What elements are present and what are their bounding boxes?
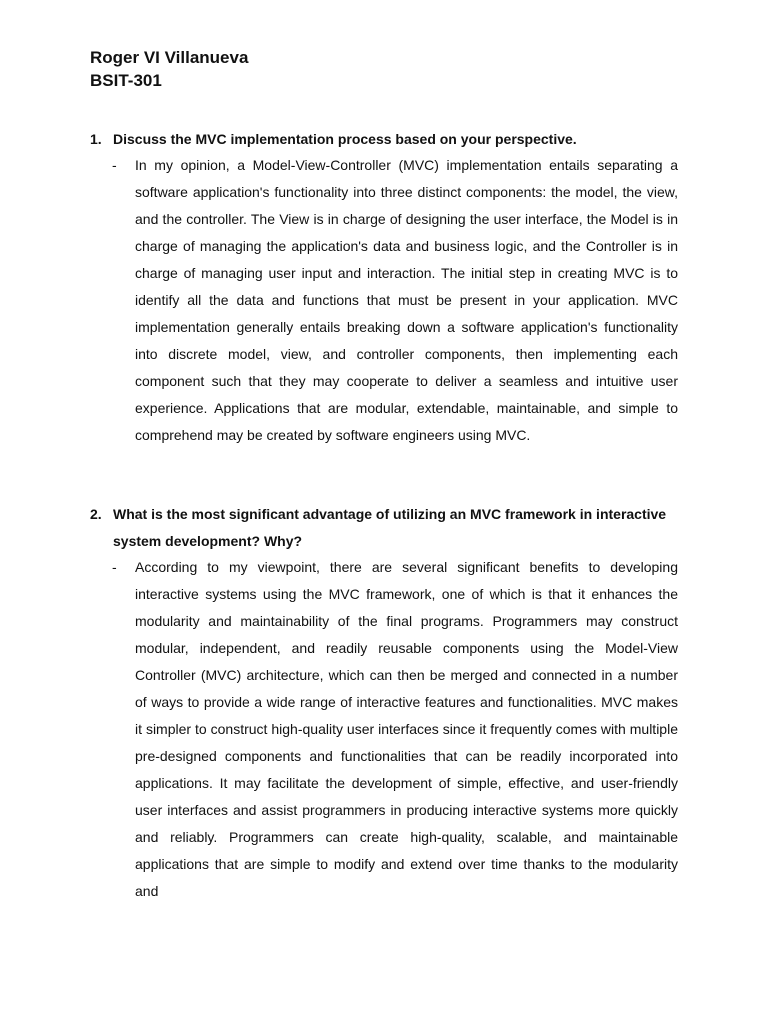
class-section: BSIT-301: [90, 71, 162, 90]
answer-bullet: -: [112, 559, 117, 575]
question-text: What is the most significant advantage of utilizing an MVC framework in interactive system development? Why?: [113, 506, 667, 549]
answer-text: In my opinion, a Model-View-Controller (MVC) implementation entails separating a software application's functionality into three distinct components: the model, the view, and the controller. The View is in charge of designing the user interface, the Model is in charge of managing the application's data and business logic, and the Controller is in charge of managing user input and interaction. The initial step in creating MVC is to identify all the data and functions that must be present in your application. MVC implementation generally entails breaking down a software application's functionality into discrete model, view, and controller components, then implementing each component such that they may cooperate to deliver a seamless and intuitive user experience. Applications that are modular, extendable, maintainable, and simple to comprehend may be created by software engineers using MVC.: [135, 157, 678, 443]
author-name: Roger VI Villanueva: [90, 48, 249, 67]
question-1: [90, 126, 670, 153]
document-header: [90, 46, 248, 92]
question-number: 1.: [90, 131, 102, 147]
answer-bullet: -: [112, 157, 117, 173]
answer-text: According to my viewpoint, there are several significant benefits to developing interactive systems using the MVC framework, one of which is that it enhances the modularity and maintainability of the final programs. Programmers may construct modular, independent, and readily reusable components using the Model-View Controller (MVC) architecture, which can then be merged and connected in a number of ways to provide a wide range of interactive features and functionalities. MVC makes it simpler to construct high-quality user interfaces since it frequently comes with multiple pre-designed components and functionalities that can be readily incorporated into applications. It may facilitate the development of simple, effective, and user-friendly user interfaces and assist programmers in producing interactive systems more quickly and reliably. Programmers can create high-quality, scalable, and maintainable applications that are simple to modify and extend over time thanks to the modularity and: [135, 559, 678, 899]
question-number: 2.: [90, 506, 102, 522]
question-2: [90, 501, 670, 555]
answer-2: [112, 554, 678, 905]
answer-1: [112, 152, 678, 449]
question-text: Discuss the MVC implementation process based on your perspective.: [113, 131, 577, 147]
